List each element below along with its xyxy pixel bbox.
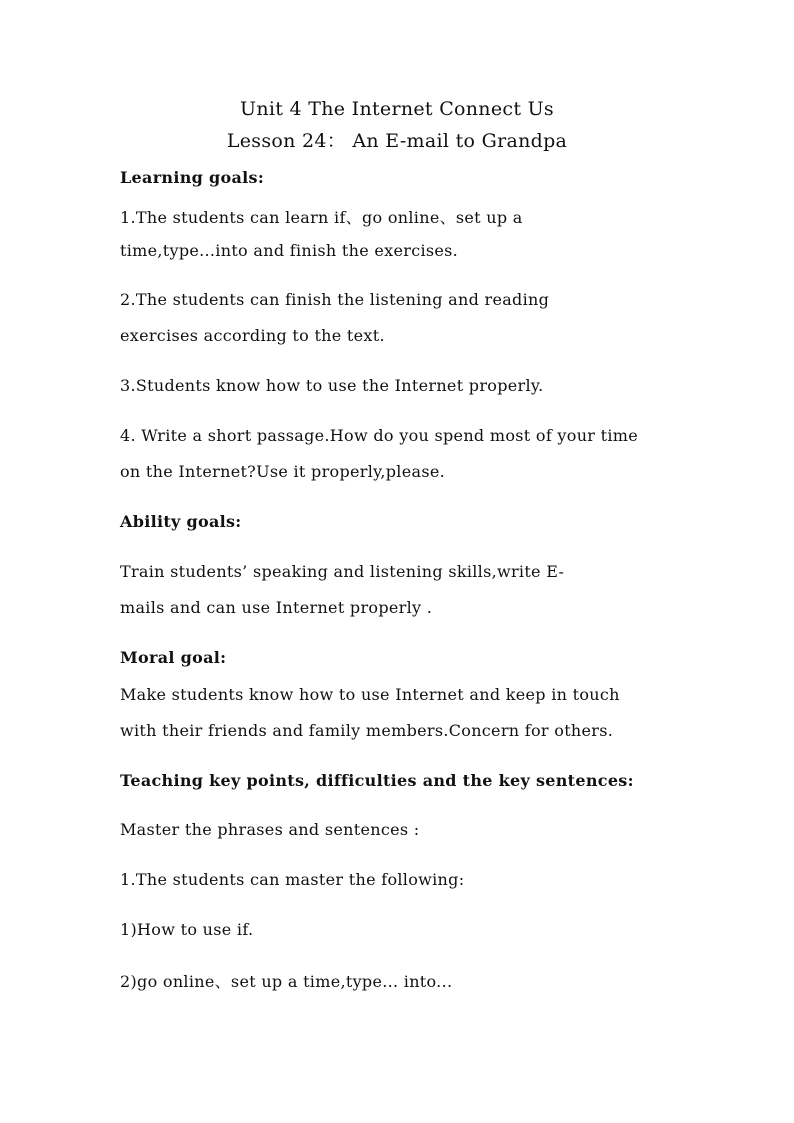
learning-goal-1-line-1: 1.The students can learn if、go online、set up a — [120, 208, 523, 227]
learning-goal-3: 3.Students know how to use the Internet properly. — [120, 376, 544, 395]
ability-goals-heading: Ability goals: — [120, 512, 242, 531]
moral-goal-heading: Moral goal: — [120, 648, 227, 667]
learning-goal-1-line-2: time,type...into and finish the exercises. — [120, 241, 459, 260]
key-points-sub-2: 2)go online、set up a time,type... into... — [120, 972, 453, 991]
key-points-intro: Master the phrases and sentences : — [120, 820, 420, 839]
moral-goal-line-1: Make students know how to use Internet and keep in touch — [120, 685, 620, 704]
ability-goals-line-1: Train students’ speaking and listening skills,write E- — [120, 562, 565, 581]
ability-goals-line-2: mails and can use Internet properly . — [120, 598, 433, 617]
learning-goal-4-line-2: on the Internet?Use it properly,please. — [120, 462, 445, 481]
key-points-item-1: 1.The students can master the following: — [120, 870, 465, 889]
learning-goal-2-line-2: exercises according to the text. — [120, 326, 385, 345]
learning-goals-heading: Learning goals: — [120, 168, 265, 187]
key-points-heading: Teaching key points, difficulties and the key sentences: — [120, 771, 634, 790]
key-points-sub-1: 1)How to use if. — [120, 920, 254, 939]
learning-goal-4-line-1: 4. Write a short passage.How do you spend most of your time — [120, 426, 639, 445]
moral-goal-line-2: with their friends and family members.Concern for others. — [120, 721, 614, 740]
learning-goal-2-line-1: 2.The students can finish the listening and reading — [120, 290, 550, 309]
lesson-title: Lesson 24： An E-mail to Grandpa — [226, 130, 568, 152]
unit-title: Unit 4 The Internet Connect Us — [240, 98, 554, 120]
